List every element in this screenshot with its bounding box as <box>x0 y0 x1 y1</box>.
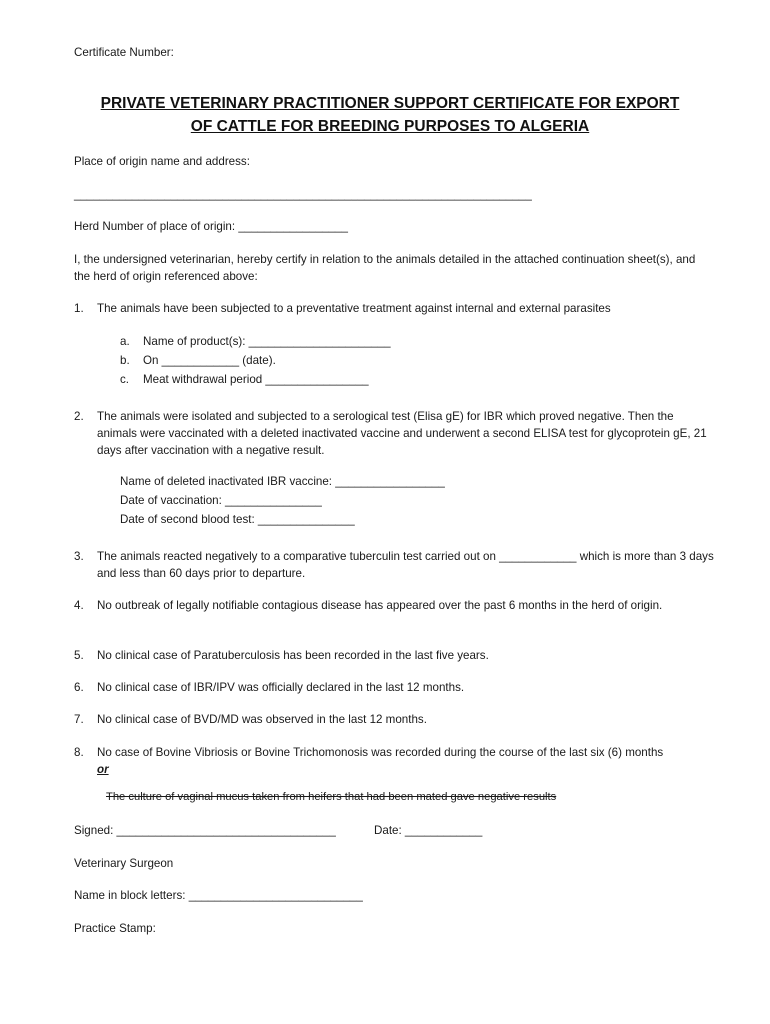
clause-number: 8. <box>74 746 84 759</box>
practice-stamp-label: Practice Stamp: <box>74 922 156 935</box>
clause-1-sub-a <box>120 333 391 350</box>
clause-text: No clinical case of BVD/MD was observed in the last 12 months. <box>97 713 427 726</box>
clause-8 <box>74 744 714 761</box>
clause-6 <box>74 679 714 696</box>
veterinary-surgeon-label: Veterinary Surgeon <box>74 857 174 870</box>
clause-number: 5. <box>74 649 84 662</box>
sub-text: Meat withdrawal period ________________ <box>143 373 369 386</box>
intro-paragraph: I, the undersigned veterinarian, hereby certify in relation to the animals detailed in the attached continuation sheet(s), and the herd of origin referenced above: <box>74 253 696 283</box>
or-connector: or <box>97 763 109 776</box>
signed-field: Signed: __________________________________ <box>74 824 336 837</box>
clause-number: 1. <box>74 302 84 315</box>
vaccination-date-field: Date of vaccination: _______________ <box>120 494 322 507</box>
clause-text: No outbreak of legally notifiable contagious disease has appeared over the past 6 months in the herd of origin. <box>97 599 663 612</box>
second-blood-test-date-field: Date of second blood test: _______________ <box>120 513 355 526</box>
clause-text: The animals reacted negatively to a comparative tuberculin test carried out on ____________ which is more than 3 days and less than 60 days prior to departure. <box>97 550 714 580</box>
clause-text: No clinical case of Paratuberculosis has been recorded in the last five years. <box>97 649 489 662</box>
place-of-origin-label: Place of origin name and address: <box>74 155 250 168</box>
sub-text: On ____________ (date). <box>143 354 276 367</box>
struck-through-clause: The culture of vaginal mucus taken from heifers that had been mated gave negative results <box>106 791 557 803</box>
clause-text: No clinical case of IBR/IPV was officially declared in the last 12 months. <box>97 681 465 694</box>
sub-letter: a. <box>120 335 130 348</box>
herd-number-label: Herd Number of place of origin: _________________ <box>74 220 348 233</box>
certificate-number-label: Certificate Number: <box>74 46 174 59</box>
clause-1-sub-b <box>120 352 276 369</box>
date-field: Date: ____________ <box>374 824 483 837</box>
clause-number: 3. <box>74 550 84 563</box>
clause-text: The animals were isolated and subjected to a serological test (Elisa gE) for IBR which proved negative. Then the animals were vaccinated with a deleted inactivated vaccine and underwent a second ELISA test for glycoprotein gE, 21 days after vaccination with a negative result. <box>97 410 707 457</box>
clause-2 <box>74 408 714 459</box>
place-of-origin-blank: _______________________________________________________________________ <box>74 188 532 201</box>
sub-letter: b. <box>120 354 130 367</box>
block-letters-name-field: Name in block letters: ___________________________ <box>74 889 363 902</box>
clause-text: No case of Bovine Vibriosis or Bovine Trichomonosis was recorded during the course of the last six (6) months <box>97 746 664 759</box>
clause-number: 2. <box>74 410 84 423</box>
clause-7 <box>74 711 714 728</box>
clause-5 <box>74 647 714 664</box>
clause-1-sub-c <box>120 371 369 388</box>
clause-number: 7. <box>74 713 84 726</box>
clause-1 <box>74 300 714 317</box>
clause-number: 6. <box>74 681 84 694</box>
sub-letter: c. <box>120 373 130 386</box>
clause-4 <box>74 597 714 614</box>
ibr-vaccine-name-field: Name of deleted inactivated IBR vaccine: _________________ <box>120 475 445 488</box>
clause-number: 4. <box>74 599 84 612</box>
clause-text: The animals have been subjected to a preventative treatment against internal and external parasites <box>97 302 611 315</box>
sub-text: Name of product(s): ______________________ <box>143 335 391 348</box>
clause-3 <box>74 548 714 582</box>
title-line-2: OF CATTLE FOR BREEDING PURPOSES TO ALGERIA <box>190 118 590 135</box>
page-title <box>60 92 720 138</box>
title-line-1: PRIVATE VETERINARY PRACTITIONER SUPPORT CERTIFICATE FOR EXPORT <box>100 95 680 112</box>
